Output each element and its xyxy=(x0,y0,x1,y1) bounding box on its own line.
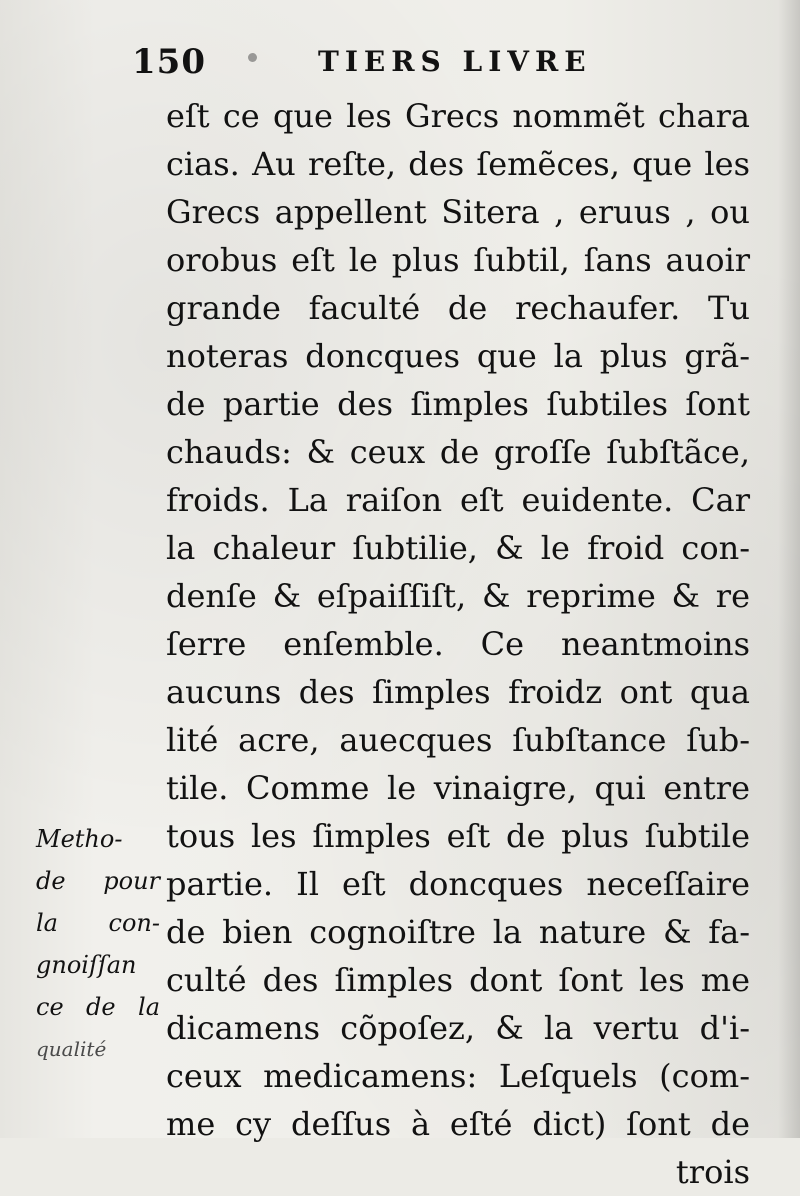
catchword: trois xyxy=(675,1153,750,1191)
margin-note-line: ce de la xyxy=(36,993,160,1021)
text-line: ceux medicamens: Leſquels (com- xyxy=(166,1057,750,1095)
text-line: orobus eſt le plus ſubtil, ſans auoir xyxy=(166,241,750,279)
text-line: tous les ſimples eſt de plus ſubtile xyxy=(166,817,750,855)
running-head-text: TIERS LIVRE xyxy=(318,45,592,78)
text-line: aucuns des ſimples froidz ont qua xyxy=(166,673,750,711)
page-number: 150 xyxy=(132,42,206,82)
margin-note-line: gnoiſſan xyxy=(36,951,137,979)
body-text xyxy=(166,92,750,1196)
text-line: noteras doncques que la plus grã- xyxy=(166,337,750,375)
text-line: chauds: & ceux de groſſe ſubſtãce, xyxy=(166,433,750,471)
margin-note-line: Metho- xyxy=(36,825,123,853)
ornament-dot xyxy=(248,53,257,62)
margin-note xyxy=(36,818,160,1070)
running-head xyxy=(318,45,592,78)
text-line: Grecs appellent Sitera , eruus , ou xyxy=(166,193,750,231)
text-line: eſt ce que les Grecs nommẽt chara xyxy=(166,97,750,135)
text-line: de bien cognoiſtre la nature & fa- xyxy=(166,913,750,951)
text-line: froids. La raiſon eſt euidente. Car xyxy=(166,481,750,519)
text-line: de partie des ſimples ſubtiles ſont xyxy=(166,385,750,423)
text-line: lité acre, auecques ſubſtance ſub- xyxy=(166,721,750,759)
text-line: cias. Au reſte, des ſemẽces, que les xyxy=(166,145,750,183)
margin-note-line: la con- xyxy=(36,909,160,937)
text-line: denſe & eſpaiſſiſt, & reprime & re xyxy=(166,577,750,615)
margin-note-line: de pour xyxy=(36,867,160,895)
text-line: me cy deſſus à eſté dict) ſont de xyxy=(166,1105,750,1143)
text-line: ſerre enſemble. Ce neantmoins xyxy=(166,625,750,663)
text-line: partie. Il eſt doncques neceſſaire xyxy=(166,865,750,903)
text-line: tile. Comme le vinaigre, qui entre xyxy=(166,769,750,807)
text-line: grande faculté de rechaufer. Tu xyxy=(166,289,750,327)
page-edge-shadow xyxy=(778,0,800,1138)
margin-note-line: qualité xyxy=(36,1037,107,1061)
text-line: culté des ſimples dont ſont les me xyxy=(166,961,750,999)
text-line: la chaleur ſubtilie, & le froid con- xyxy=(166,529,750,567)
text-line: dicamens cõpoſez, & la vertu d'i- xyxy=(166,1009,750,1047)
